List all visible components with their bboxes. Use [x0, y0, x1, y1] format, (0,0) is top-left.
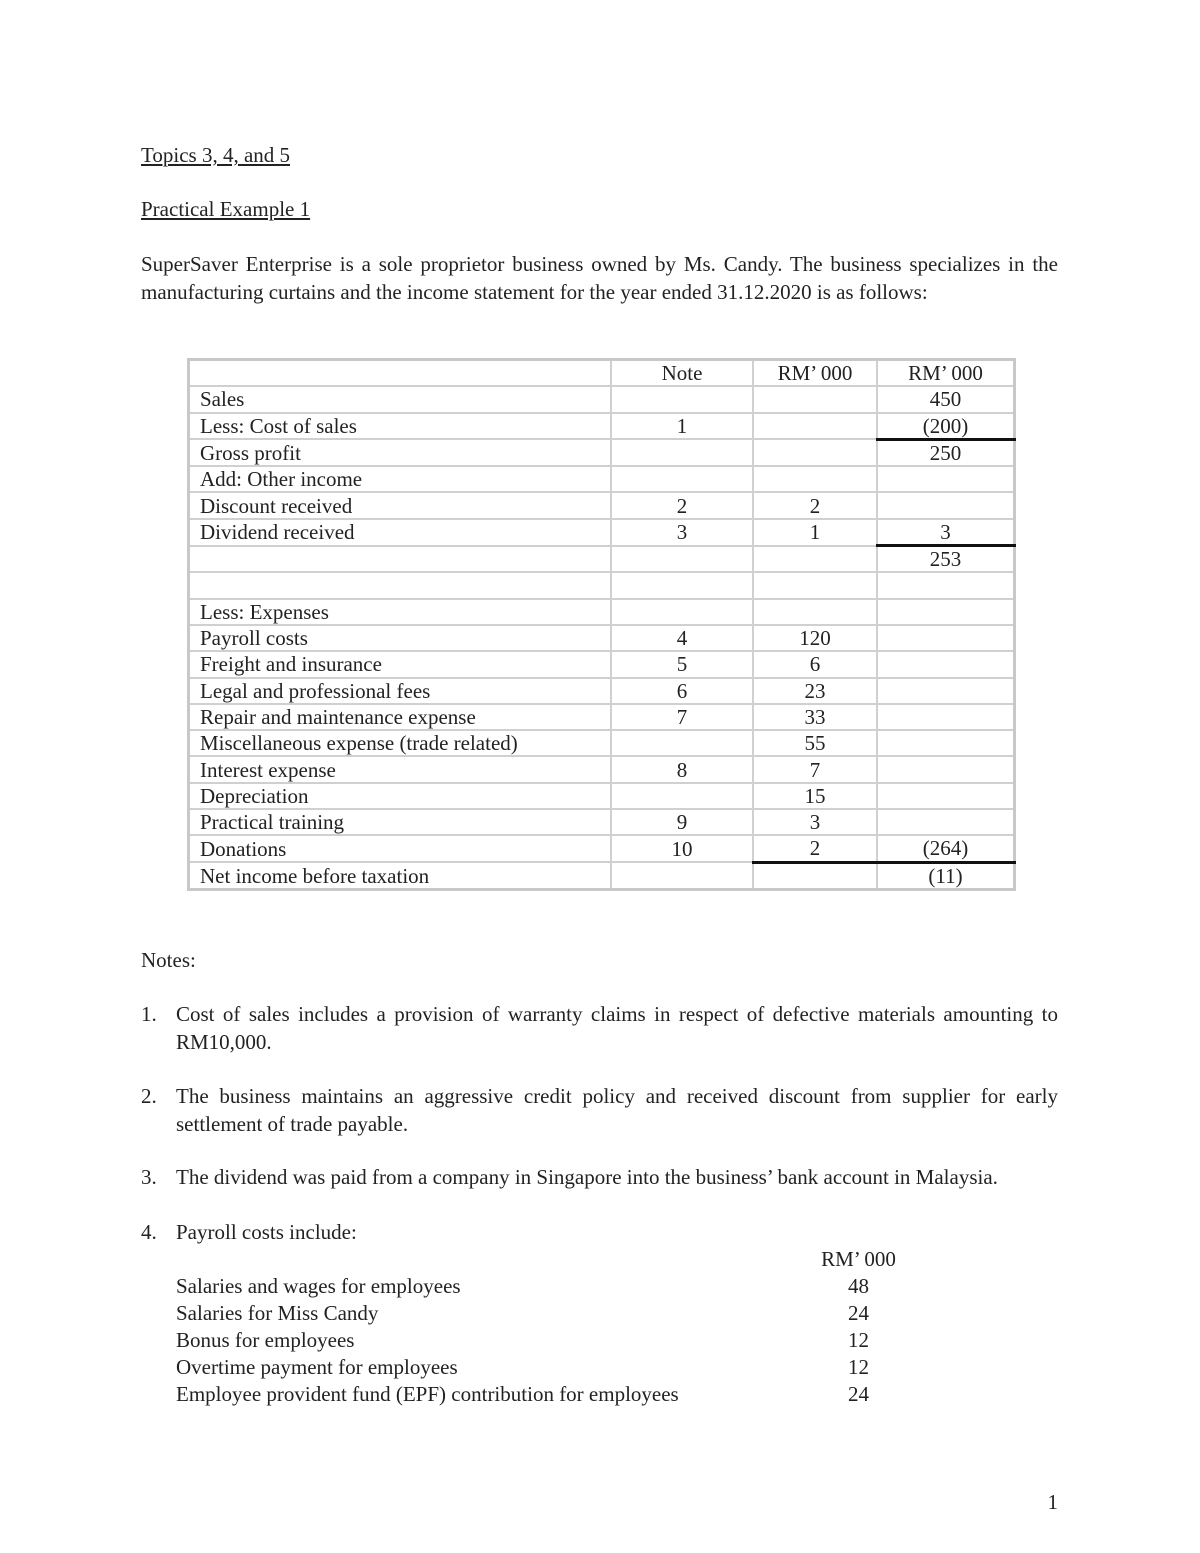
payroll-unit-header: RM’ 000 — [821, 1247, 896, 1271]
row-col1: 6 — [753, 651, 877, 677]
row-col2 — [877, 466, 1015, 492]
row-col1: 15 — [753, 783, 877, 809]
payroll-breakdown — [176, 1246, 916, 1408]
row-col1: 23 — [753, 678, 877, 704]
table-row — [189, 862, 1015, 889]
row-col1: 3 — [753, 809, 877, 835]
row-col1: 2 — [753, 492, 877, 518]
row-item: Practical training — [189, 809, 612, 835]
table-row — [189, 492, 1015, 518]
row-col2 — [877, 572, 1015, 598]
note-text: Cost of sales includes a provision of warranty claims in respect of defective materials amounting to RM10,000. — [176, 1002, 1058, 1054]
note-text: Payroll costs include: — [176, 1220, 357, 1244]
payroll-row — [176, 1300, 916, 1327]
topics-heading: Topics 3, 4, and 5 — [141, 143, 291, 167]
note-item — [141, 1164, 1058, 1192]
intro-paragraph: SuperSaver Enterprise is a sole proprietor business owned by Ms. Candy. The business specializes in the manufacturing curtains and the income statement for the year ended 31.12.2020 is as follows: — [141, 252, 1058, 304]
table-row — [189, 439, 1015, 466]
row-item: Depreciation — [189, 783, 612, 809]
row-note: 7 — [611, 704, 753, 730]
note-number: 2. — [141, 1084, 157, 1108]
row-item: Payroll costs — [189, 625, 612, 651]
row-col2 — [877, 809, 1015, 835]
note-number: 1. — [141, 1002, 157, 1026]
row-col2: (11) — [877, 862, 1015, 889]
table-row — [189, 599, 1015, 625]
row-item: Repair and maintenance expense — [189, 704, 612, 730]
row-col2: 3 — [877, 519, 1015, 546]
table-row — [189, 519, 1015, 546]
row-col1: 1 — [753, 519, 877, 546]
row-item: Miscellaneous expense (trade related) — [189, 730, 612, 756]
payroll-row — [176, 1273, 916, 1300]
row-col2 — [877, 492, 1015, 518]
payroll-amount: 48 — [848, 1274, 869, 1298]
row-col1 — [753, 386, 877, 412]
table-row — [189, 835, 1015, 862]
row-col1 — [753, 599, 877, 625]
notes-heading: Notes: — [141, 948, 196, 972]
table-header-row — [189, 360, 1015, 387]
row-note — [611, 466, 753, 492]
payroll-row — [176, 1381, 916, 1408]
row-col2 — [877, 651, 1015, 677]
table-row — [189, 678, 1015, 704]
table-row — [189, 413, 1015, 440]
row-note: 5 — [611, 651, 753, 677]
note-text: The dividend was paid from a company in Singapore into the business’ bank account in Malaysia. — [176, 1165, 998, 1189]
row-col2 — [877, 678, 1015, 704]
note-number: 3. — [141, 1165, 157, 1189]
row-note — [611, 439, 753, 466]
note-number: 4. — [141, 1220, 157, 1244]
row-col2 — [877, 756, 1015, 782]
row-note — [611, 546, 753, 573]
payroll-amount: 12 — [848, 1355, 869, 1379]
table-row — [189, 730, 1015, 756]
row-col2: 253 — [877, 546, 1015, 573]
row-col1 — [753, 466, 877, 492]
row-item: Dividend received — [189, 519, 612, 546]
row-item: Discount received — [189, 492, 612, 518]
row-note — [611, 783, 753, 809]
note-item — [141, 1219, 1058, 1247]
row-col2 — [877, 730, 1015, 756]
row-col1 — [753, 572, 877, 598]
payroll-row — [176, 1327, 916, 1354]
payroll-label: Salaries for Miss Candy — [176, 1301, 379, 1325]
row-col1 — [753, 439, 877, 466]
row-col1 — [753, 413, 877, 440]
row-col1: 7 — [753, 756, 877, 782]
header-item — [189, 360, 612, 387]
payroll-label: Employee provident fund (EPF) contribution for employees — [176, 1382, 679, 1406]
example-heading: Practical Example 1 — [141, 197, 311, 221]
table-row — [189, 546, 1015, 573]
row-col2: (200) — [877, 413, 1015, 440]
row-item: Net income before taxation — [189, 862, 612, 889]
income-statement-table — [187, 358, 1016, 891]
payroll-unit-row — [176, 1246, 916, 1273]
payroll-amount: 24 — [848, 1382, 869, 1406]
row-note: 3 — [611, 519, 753, 546]
row-col2 — [877, 599, 1015, 625]
row-note — [611, 862, 753, 889]
table-row — [189, 651, 1015, 677]
table-row — [189, 625, 1015, 651]
note-text: The business maintains an aggressive credit policy and received discount from supplier for early settlement of trade payable. — [176, 1084, 1058, 1136]
row-item: Gross profit — [189, 439, 612, 466]
row-col1 — [753, 546, 877, 573]
row-col1 — [753, 862, 877, 889]
row-note: 2 — [611, 492, 753, 518]
row-col2: (264) — [877, 835, 1015, 862]
row-note: 9 — [611, 809, 753, 835]
payroll-label: Salaries and wages for employees — [176, 1274, 461, 1298]
table-row — [189, 809, 1015, 835]
table-row — [189, 572, 1015, 598]
row-col1: 33 — [753, 704, 877, 730]
row-note — [611, 730, 753, 756]
header-rm-2: RM’ 000 — [877, 360, 1015, 387]
payroll-label: Bonus for employees — [176, 1328, 355, 1352]
row-col1: 2 — [753, 835, 877, 862]
payroll-label: Overtime payment for employees — [176, 1355, 458, 1379]
row-col2: 250 — [877, 439, 1015, 466]
row-item — [189, 572, 612, 598]
row-note: 8 — [611, 756, 753, 782]
header-rm-1: RM’ 000 — [753, 360, 877, 387]
row-item: Donations — [189, 835, 612, 862]
row-item: Interest expense — [189, 756, 612, 782]
row-col2 — [877, 704, 1015, 730]
row-note: 4 — [611, 625, 753, 651]
header-note: Note — [611, 360, 753, 387]
row-col2 — [877, 625, 1015, 651]
row-note — [611, 572, 753, 598]
row-note: 10 — [611, 835, 753, 862]
row-col2 — [877, 783, 1015, 809]
row-item: Add: Other income — [189, 466, 612, 492]
table-row — [189, 386, 1015, 412]
row-col1: 120 — [753, 625, 877, 651]
note-item — [141, 1001, 1058, 1056]
row-col1: 55 — [753, 730, 877, 756]
row-note — [611, 599, 753, 625]
table-row — [189, 756, 1015, 782]
page-number: 1 — [1047, 1490, 1058, 1514]
table-row — [189, 704, 1015, 730]
note-item — [141, 1083, 1058, 1138]
payroll-amount: 24 — [848, 1301, 869, 1325]
payroll-amount: 12 — [848, 1328, 869, 1352]
row-note: 6 — [611, 678, 753, 704]
row-item: Less: Expenses — [189, 599, 612, 625]
table-row — [189, 466, 1015, 492]
row-item — [189, 546, 612, 573]
row-col2: 450 — [877, 386, 1015, 412]
row-item: Sales — [189, 386, 612, 412]
row-item: Less: Cost of sales — [189, 413, 612, 440]
row-item: Freight and insurance — [189, 651, 612, 677]
row-item: Legal and professional fees — [189, 678, 612, 704]
row-note: 1 — [611, 413, 753, 440]
payroll-row — [176, 1354, 916, 1381]
table-row — [189, 783, 1015, 809]
row-note — [611, 386, 753, 412]
